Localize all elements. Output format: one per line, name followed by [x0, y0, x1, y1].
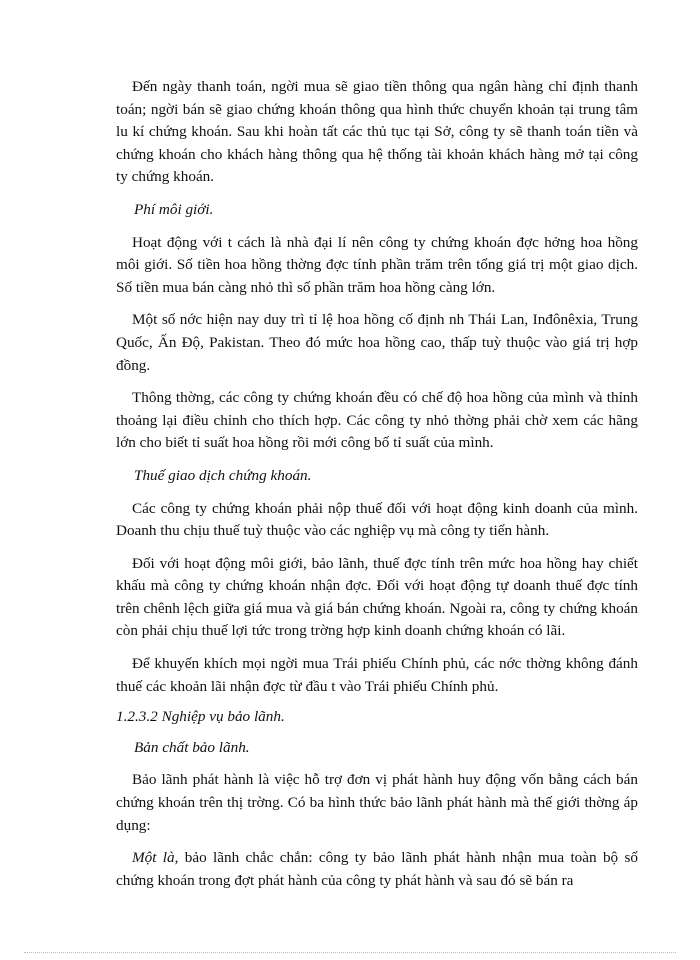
paragraph-underwriting-definition: Bảo lãnh phát hành là việc hỗ trợ đơn vị phát hành huy động vốn bằng cách bán chứng khoán trên thị trờng. Có ba hình thức bảo lãnh phát hành mà thế giới thờng áp dụng: [116, 771, 638, 834]
paragraph-firm-commitment [116, 847, 638, 892]
heading-transaction-tax: Thuế giao dịch chứng khoán. [134, 466, 312, 484]
heading-brokerage-fee: Phí môi giới. [134, 200, 214, 218]
paragraph-tax-calculation: Đối với hoạt động môi giới, bảo lãnh, thuế đợc tính trên mức hoa hồng hay chiết khấu mà công ty chứng khoán nhận đợc. Đối với hoạt động tự doanh thuế đợc tính trên chênh lệch giữa giá mua và giá bán chứng khoán. Ngoài ra, công ty chứng khoán còn phải chịu thuế lợi tức trong trờng hợp kinh doanh chứng khoán có lãi. [116, 554, 638, 640]
document-body [116, 76, 638, 902]
paragraph-fixed-rate-countries: Một số nớc hiện nay duy trì tỉ lệ hoa hồng cố định nh Thái Lan, Inđônêxia, Trung Quốc, Ấn Độ, Pakistan. Theo đó mức hoa hồng cao, thấp tuỳ thuộc vào giá trị hợp đồng. [116, 311, 638, 374]
firm-commitment-lead: Một là [132, 849, 175, 867]
paragraph-commission: Hoạt động với t cách là nhà đại lí nên công ty chứng khoán đợc hởng hoa hồng môi giới. Số tiền hoa hồng thờng đợc tính phần trăm trên tổng giá trị một giao dịch. Số tiền mua bán càng nhỏ thì số phần trăm hoa hồng càng lớn. [116, 233, 638, 296]
paragraph-tax-obligation: Các công ty chứng khoán phải nộp thuế đối với hoạt động kinh doanh của mình. Doanh thu chịu thuế tuỳ thuộc vào các nghiệp vụ mà công ty tiến hành. [116, 499, 638, 540]
heading-underwriting-nature: Bản chất bảo lãnh. [134, 738, 250, 756]
page-bottom-rule [24, 952, 676, 953]
paragraph-settlement: Đến ngày thanh toán, ngời mua sẽ giao tiền thông qua ngân hàng chỉ định thanh toán; ngời bán sẽ giao chứng khoán thông qua hình thức chuyển khoản tại trung tâm lu kí chứng khoán. Sau khi hoàn tất các thủ tục tại Sở, công ty sẽ thanh toán tiền và chứng khoán cho khách hàng thông qua hệ thống tài khoản khách hàng mở tại công ty chứng khoán. [116, 78, 638, 186]
paragraph-commission-adjustment: Thông thờng, các công ty chứng khoán đều có chế độ hoa hồng của mình và thỉnh thoảng lại điều chỉnh cho thích hợp. Các công ty nhỏ thờng phải chờ xem các hãng lớn cho biết tỉ suất hoa hồng rồi mới công bố tỉ suất của mình. [116, 389, 638, 452]
paragraph-bond-incentive: Để khuyến khích mọi ngời mua Trái phiếu Chính phủ, các nớc thờng không đánh thuế các khoản lãi nhận đợc từ đầu t vào Trái phiếu Chính phủ. [116, 655, 638, 695]
section-heading-underwriting: 1.2.3.2 Nghiệp vụ bảo lãnh. [116, 708, 285, 726]
firm-commitment-text: , bảo lãnh chắc chắn: công ty bảo lãnh phát hành nhận mua toàn bộ số chứng khoán trong đợt phát hành của công ty phát hành và sau đó sẽ bán ra [116, 849, 638, 889]
